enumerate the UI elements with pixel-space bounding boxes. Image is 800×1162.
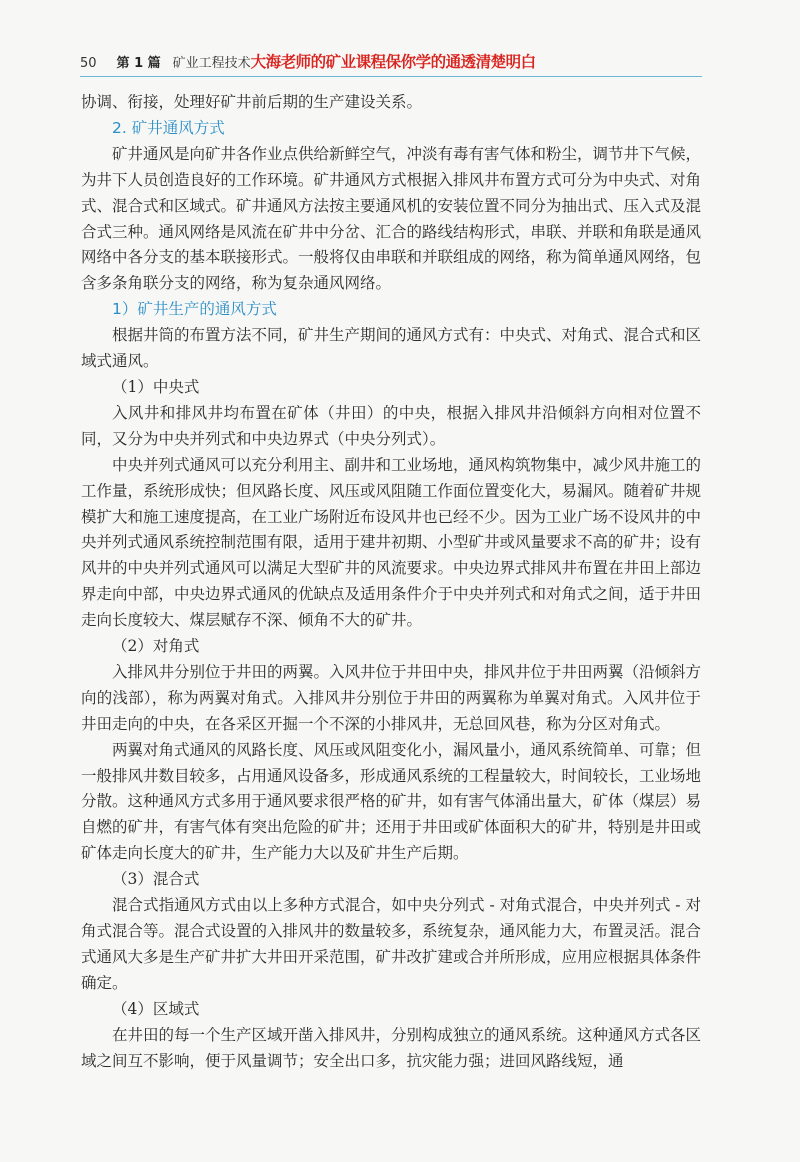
paragraph-diagonal-1: 入排风井分别位于井田的两翼。入风井位于井田中央，排风井位于井田两翼（沿倾斜方向的浅部），称为两翼对角式。入排风井分别位于井田的两翼称为单翼对角式。入风井位于井田走向的中央，在各采区开掘一个不深的小排风井，无总回风巷，称为分区对角式。 bbox=[81, 662, 702, 733]
continued-paragraph: 协调、衔接，处理好矿井前后期的生产建设关系。 bbox=[81, 93, 423, 111]
subsection-heading-production: 1）矿井生产的通风方式 bbox=[112, 300, 277, 319]
page-body bbox=[81, 90, 701, 1074]
header-divider bbox=[80, 76, 702, 77]
red-watermark-text: 大海老师的矿业课程保你学的通透清楚明白 bbox=[250, 53, 536, 71]
item-heading-central: （1）中央式 bbox=[112, 377, 200, 396]
item-heading-regional: （4）区域式 bbox=[112, 999, 200, 1018]
section-heading-ventilation: 2. 矿井通风方式 bbox=[112, 118, 225, 137]
paragraph-central-1: 入风井和排风井均布置在矿体（井田）的中央，根据入排风井沿倾斜方向相对位置不同，又分为中央并列式和中央边界式（中央分列式）。 bbox=[81, 403, 701, 448]
item-heading-diagonal: （2）对角式 bbox=[112, 637, 200, 656]
book-title: 矿业工程技术 bbox=[172, 56, 251, 71]
item-heading-mixed: （3）混合式 bbox=[112, 870, 200, 889]
paragraph-regional: 在井田的每一个生产区域开凿入排风井，分别构成独立的通风系统。这种通风方式各区域之间互不影响，便于风量调节；安全出口多，抗灾能力强；进回风路线短，通 bbox=[81, 1025, 702, 1070]
paragraph-central-2: 中央并列式通风可以充分利用主、副井和工业场地，通风构筑物集中，减少风井施工的工作量，系统形成快；但风路长度、风压或风阻随工作面位置变化大，易漏风。随着矿井规模扩大和施工速度提高，在工业广场附近布设风井也已经不少。因为工业广场不设风井的中央并列式通风系统控制范围有限，适用于建井初期、小型矿井或风量要求不高的矿井；设有风井的中央并列式通风可以满足大型矿井的风流要求。中央边界式排风井布置在井田上部边界走向中部，中央边界式通风的优缺点及适用条件介于中央并列式和对角式之间，适于井田走向长度较大、煤层赋存不深、倾角不大的矿井。 bbox=[81, 455, 702, 630]
paragraph-mixed: 混合式指通风方式由以上多种方式混合，如中央分列式 - 对角式混合，中央并列式 - 对角式混合等。混合式设置的入排风井的数量较多，系统复杂，通风能力大，布置灵活。混合式通风大多是生产矿井扩大井田开采范围，矿井改扩建或合并所形成，应用应根据具体条件确定。 bbox=[81, 896, 702, 992]
part-label: 第 1 篇 bbox=[116, 56, 161, 71]
running-header bbox=[80, 50, 700, 74]
paragraph-production-methods: 根据井筒的布置方法不同，矿井生产期间的通风方式有：中央式、对角式、混合式和区域式通风。 bbox=[81, 326, 702, 371]
paragraph-diagonal-2: 两翼对角式通风的风路长度、风压或风阻变化小，漏风量小，通风系统简单、可靠；但一般排风井数目较多，占用通风设备多，形成通风系统的工程量较大，时间较长，工业场地分散。这种通风方式多用于通风要求很严格的矿井，如有害气体涌出量大，矿体（煤层）易自燃的矿井，有害气体有突出危险的矿井；还用于井田或矿体面积大的矿井，特别是井田或矿体走向长度大的矿井，生产能力大以及矿井生产后期。 bbox=[81, 740, 702, 863]
paragraph-ventilation-intro: 矿井通风是向矿井各作业点供给新鲜空气，冲淡有毒有害气体和粉尘，调节井下气候，为井下人员创造良好的工作环境。矿井通风方式根据入排风井布置方式可分为中央式、对角式、混合式和区域式。矿井通风方法按主要通风机的安装位置不同分为抽出式、压入式及混合式三种。通风网络是风流在矿井中分岔、汇合的路线结构形式，串联、并联和角联是通风网络中各分支的基本联接形式。一般将仅由串联和并联组成的网络，称为简单通风网络，包含多条角联分支的网络，称为复杂通风网络。 bbox=[81, 144, 702, 293]
page-number: 50 bbox=[80, 56, 97, 71]
